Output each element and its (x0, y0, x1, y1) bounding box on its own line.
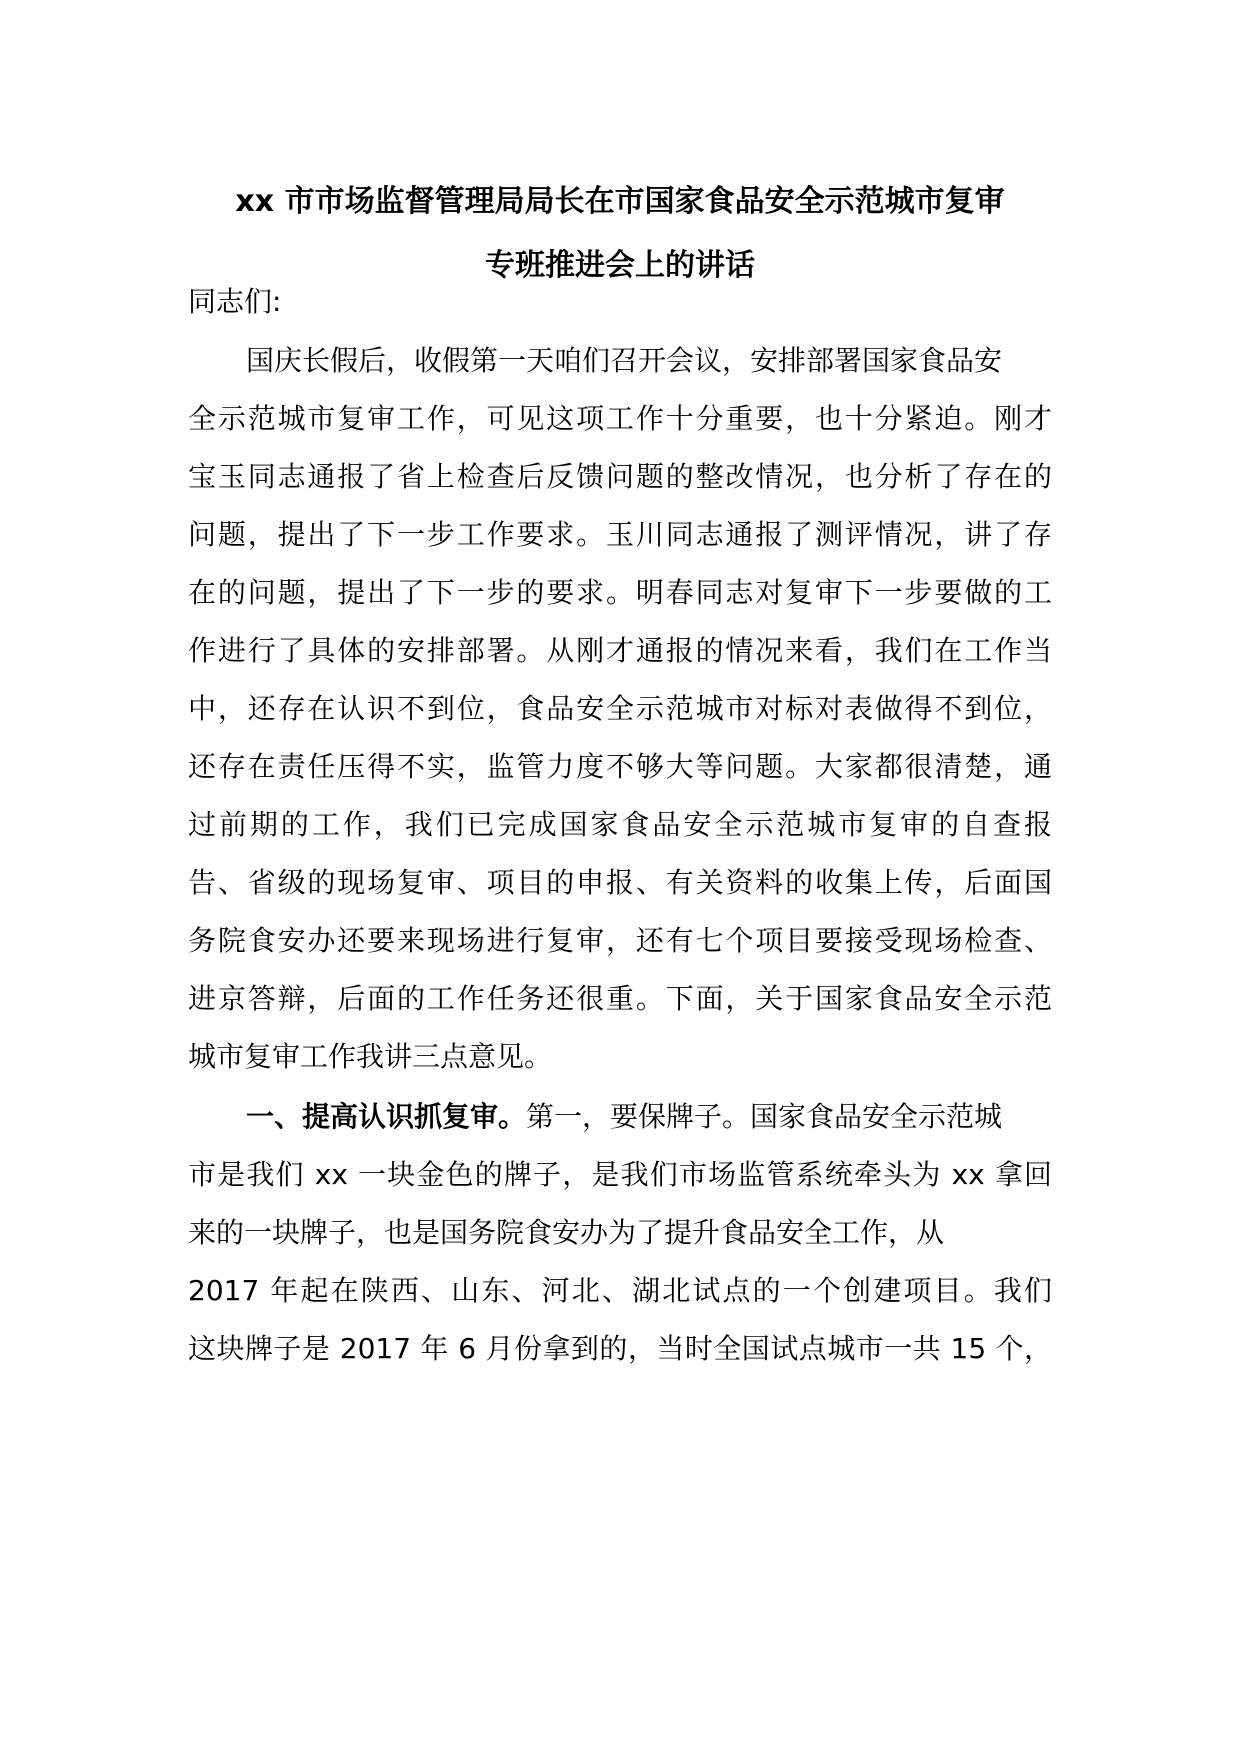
paragraph-line: 这块牌子是 2017 年 6 月份拿到的，当时全国试点城市一共 15 个， (188, 1332, 1052, 1365)
document-title-line-2: 专班推进会上的讲话 (485, 248, 755, 283)
paragraph-line: 中，还存在认识不到位，食品安全示范城市对标对表做得不到位， (188, 692, 1052, 725)
paragraph-line: 市是我们 xx 一块金色的牌子，是我们市场监管系统牵头为 xx 拿回 (188, 1158, 1052, 1191)
paragraph-line: 务院食安办还要来现场进行复审，还有七个项目要接受现场检查、 (188, 924, 1052, 957)
section-heading-line (246, 1097, 1052, 1137)
paragraph-line: 城市复审工作我讲三点意见。 (188, 1040, 553, 1073)
paragraph-line: 2017 年起在陕西、山东、河北、湖北试点的一个创建项目。我们 (188, 1274, 1052, 1307)
paragraph-line: 作进行了具体的安排部署。从刚才通报的情况来看，我们在工作当 (188, 634, 1052, 667)
paragraph-line: 问题，提出了下一步工作要求。玉川同志通报了测评情况，讲了存 (188, 518, 1052, 551)
section-heading: 一、提高认识抓复审。 (246, 1100, 527, 1133)
document-title-line-1: xx 市市场监督管理局局长在市国家食品安全示范城市复审 (235, 184, 1005, 219)
paragraph-line: 在的问题，提出了下一步的要求。明春同志对复审下一步要做的工 (188, 576, 1052, 609)
paragraph-line: 还存在责任压得不实，监管力度不够大等问题。大家都很清楚，通 (188, 750, 1052, 783)
paragraph-line: 宝玉同志通报了省上检查后反馈问题的整改情况，也分析了存在的 (188, 460, 1052, 493)
paragraph-line: 进京答辩，后面的工作任务还很重。下面，关于国家食品安全示范 (188, 982, 1052, 1015)
paragraph-line: 国庆长假后，收假第一天咱们召开会议，安排部署国家食品安 (246, 344, 1003, 377)
paragraph-line: 来的一块牌子，也是国务院食安办为了提升食品安全工作，从 (188, 1216, 945, 1249)
salutation: 同志们: (188, 285, 282, 318)
paragraph-line: 告、省级的现场复审、项目的申报、有关资料的收集上传，后面国 (188, 866, 1052, 899)
paragraph-line: 过前期的工作，我们已完成国家食品安全示范城市复审的自查报 (188, 808, 1052, 841)
paragraph-text: 第一，要保牌子。国家食品安全示范城 (526, 1100, 1003, 1133)
paragraph-line: 全示范城市复审工作，可见这项工作十分重要，也十分紧迫。刚才 (188, 402, 1052, 435)
